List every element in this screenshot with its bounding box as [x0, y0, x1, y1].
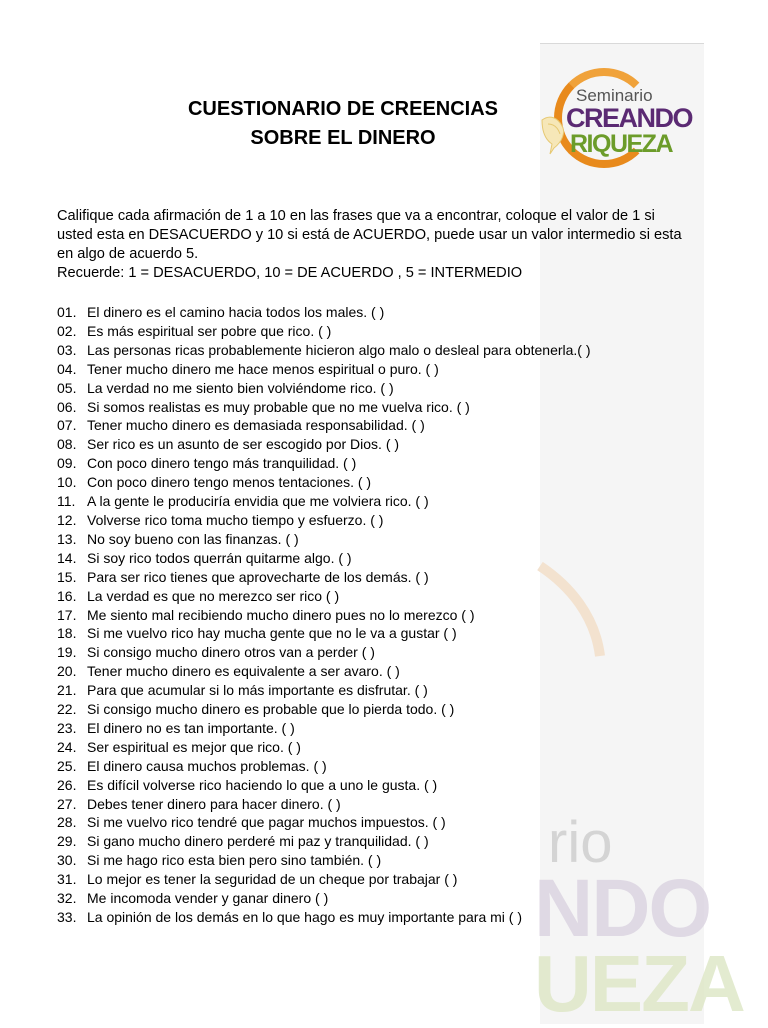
question-text: Si gano mucho dinero perderé mi paz y tranquilidad. ( )	[87, 833, 429, 850]
question-item	[57, 662, 717, 681]
question-text: Para ser rico tienes que aprovecharte de los demás. ( )	[87, 568, 429, 585]
question-item	[57, 738, 717, 757]
question-number: 03.	[57, 341, 77, 358]
question-text: Las personas ricas probablemente hicieron algo malo o desleal para obtenerla.( )	[87, 341, 591, 358]
question-number: 31.	[57, 871, 77, 888]
question-number: 32.	[57, 890, 77, 907]
question-item	[57, 606, 717, 625]
question-item	[57, 908, 717, 927]
question-item	[57, 379, 717, 398]
question-item	[57, 322, 717, 341]
question-text: Debes tener dinero para hacer dinero. ( )	[87, 795, 341, 812]
question-number: 09.	[57, 455, 77, 472]
title-line-2: SOBRE EL DINERO	[250, 127, 436, 149]
question-number: 13.	[57, 530, 77, 547]
question-number: 17.	[57, 606, 77, 623]
question-text: Si consigo mucho dinero otros van a perder ( )	[87, 644, 375, 661]
question-text: Es más espiritual ser pobre que rico. ( )	[87, 322, 332, 339]
questions-list	[57, 303, 717, 927]
question-number: 27.	[57, 795, 77, 812]
question-item	[57, 870, 717, 889]
watermark-line-3: UEZA	[534, 939, 744, 1028]
question-text: La opinión de los demás en lo que hago es muy importante para mi ( )	[87, 909, 523, 925]
question-text: La verdad no me siento bien volviéndome rico. ( )	[87, 379, 394, 396]
question-number: 18.	[57, 625, 77, 642]
logo-seminario: Seminario	[576, 86, 653, 105]
question-number: 10.	[57, 474, 77, 491]
question-text: El dinero es el camino hacia todos los males. ( )	[87, 304, 385, 320]
question-item	[57, 719, 717, 738]
question-number: 02.	[57, 322, 77, 339]
watermark-line-2: NDO	[534, 863, 711, 954]
question-item	[57, 795, 717, 814]
question-item	[57, 643, 717, 662]
instructions	[57, 207, 687, 283]
question-number: 21.	[57, 682, 77, 699]
question-text: Tener mucho dinero es demasiada responsabilidad. ( )	[87, 417, 425, 434]
question-item	[57, 360, 717, 379]
question-item	[57, 511, 717, 530]
question-text: Con poco dinero tengo menos tentaciones. ( )	[87, 474, 372, 491]
question-text: Tener mucho dinero me hace menos espiritual o puro. ( )	[87, 360, 439, 377]
question-item	[57, 549, 717, 568]
question-text: Ser espiritual es mejor que rico. ( )	[87, 738, 301, 755]
question-item	[57, 454, 717, 473]
question-number: 01.	[57, 304, 77, 320]
question-item	[57, 889, 717, 908]
question-text: A la gente le produciría envidia que me volviera rico. ( )	[87, 493, 429, 510]
question-item	[57, 435, 717, 454]
question-number: 30.	[57, 852, 77, 869]
question-text: Tener mucho dinero es equivalente a ser avaro. ( )	[87, 663, 400, 680]
question-text: Si soy rico todos querrán quitarme algo. ( )	[87, 549, 352, 566]
question-text: Si me vuelvo rico tendré que pagar muchos impuestos. ( )	[87, 814, 446, 831]
question-text: Si consigo mucho dinero es probable que lo pierda todo. ( )	[87, 701, 455, 718]
question-number: 28.	[57, 814, 77, 831]
question-item	[57, 530, 717, 549]
question-number: 22.	[57, 701, 77, 718]
question-number: 23.	[57, 719, 77, 736]
question-item	[57, 398, 717, 417]
question-text: Ser rico es un asunto de ser escogido por Dios. ( )	[87, 436, 400, 453]
question-number: 06.	[57, 398, 77, 415]
question-item	[57, 568, 717, 587]
question-item	[57, 473, 717, 492]
question-text: Si me hago rico esta bien pero sino también. ( )	[87, 852, 382, 869]
question-item	[57, 832, 717, 851]
question-text: Me siento mal recibiendo mucho dinero pues no lo merezco ( )	[87, 606, 475, 623]
question-text: La verdad es que no merezco ser rico ( )	[87, 587, 340, 604]
question-number: 12.	[57, 511, 77, 528]
scale-reminder: Recuerde: 1 = DESACUERDO, 10 = DE ACUERDO , 5 = INTERMEDIO	[57, 265, 523, 281]
question-item	[57, 416, 717, 435]
logo-riqueza: RIQUEZA	[570, 130, 672, 158]
question-item	[57, 587, 717, 606]
question-item	[57, 303, 717, 322]
question-text: Si somos realistas es muy probable que no me vuelva rico. ( )	[87, 398, 470, 415]
question-text: Con poco dinero tengo más tranquilidad. ( )	[87, 455, 357, 472]
watermark-line-1: rio	[548, 810, 613, 875]
question-text: Si me vuelvo rico hay mucha gente que no le va a gustar ( )	[87, 625, 457, 642]
question-number: 07.	[57, 417, 77, 434]
dove-icon	[540, 110, 568, 154]
question-number: 05.	[57, 379, 77, 396]
question-number: 33.	[57, 909, 77, 925]
question-number: 11.	[57, 493, 76, 510]
question-item	[57, 681, 717, 700]
question-text: El dinero causa muchos problemas. ( )	[87, 757, 327, 774]
question-text: No soy bueno con las finanzas. ( )	[87, 530, 299, 547]
question-number: 24.	[57, 738, 77, 755]
question-number: 26.	[57, 776, 77, 793]
question-item	[57, 341, 717, 360]
question-number: 08.	[57, 436, 77, 453]
question-number: 20.	[57, 663, 77, 680]
question-number: 16.	[57, 587, 77, 604]
question-text: Lo mejor es tener la seguridad de un cheque por trabajar ( )	[87, 871, 458, 888]
question-item	[57, 851, 717, 870]
question-number: 25.	[57, 757, 77, 774]
question-number: 19.	[57, 644, 77, 661]
title-line-1: CUESTIONARIO DE CREENCIAS	[187, 98, 499, 120]
question-item	[57, 624, 717, 643]
question-text: Me incomoda vender y ganar dinero ( )	[87, 890, 329, 907]
question-item	[57, 757, 717, 776]
seminar-logo	[540, 66, 693, 170]
document-title	[170, 95, 516, 153]
question-text: Para que acumular si lo más importante es disfrutar. ( )	[87, 682, 428, 699]
question-text: Es difícil volverse rico haciendo lo que a uno le gusta. ( )	[87, 776, 438, 793]
question-item	[57, 492, 717, 511]
question-item	[57, 700, 717, 719]
question-item	[57, 776, 717, 795]
instructions-paragraph: Califique cada afirmación de 1 a 10 en las frases que va a encontrar, coloque el valor de 1 si usted esta en DESACUERDO y 10 si está de ACUERDO, puede usar un valor intermedio si esta en algo de acuerdo 5.	[57, 208, 682, 262]
question-number: 29.	[57, 833, 77, 850]
question-item	[57, 813, 717, 832]
logo-creando: CREANDO	[566, 103, 693, 133]
question-number: 15.	[57, 568, 77, 585]
question-text: El dinero no es tan importante. ( )	[87, 719, 295, 736]
question-number: 04.	[57, 360, 77, 377]
question-text: Volverse rico toma mucho tiempo y esfuerzo. ( )	[87, 511, 384, 528]
question-number: 14.	[57, 549, 77, 566]
